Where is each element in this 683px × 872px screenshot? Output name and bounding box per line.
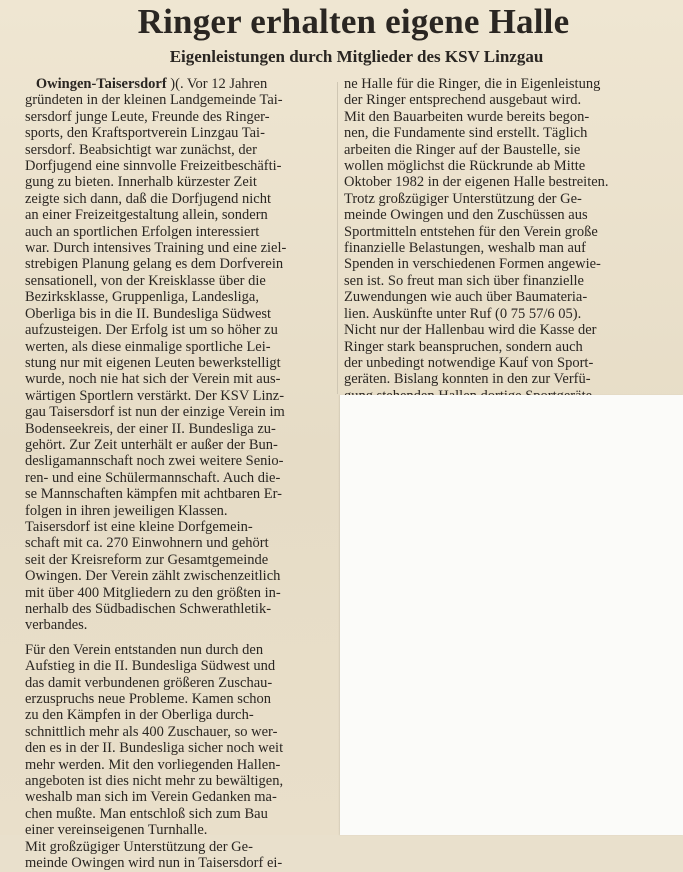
article-line: Mit den Bauarbeiten wurde bereits begon- <box>344 108 590 125</box>
article-line: nerhalb des Südbadischen Schwerathletik- <box>25 601 272 617</box>
article-line: wurde, noch nie hat sich der Verein mit aus- <box>25 371 281 388</box>
article-line: Für den Verein entstanden nun durch den <box>25 641 264 658</box>
article-line: arbeiten die Ringer auf der Baustelle, sie <box>344 141 581 158</box>
article-line: lien. Auskünfte unter Ruf (0 75 57/6 05). <box>344 305 582 322</box>
article-line: meinde Owingen wird nun in Taisersdorf ei- <box>25 855 283 872</box>
article-line: chen mußte. Man entschloß sich zum Bau <box>25 805 268 822</box>
article-line: folgen in ihren jeweiligen Klassen. <box>25 502 228 519</box>
article-line: der unbedingt notwendige Kauf von Sport- <box>344 354 594 371</box>
article-line: se Mannschaften kämpfen mit achtbaren Er- <box>25 486 282 503</box>
article-line: nen, die Fundamente sind erstellt. Täglich <box>344 125 588 142</box>
article-line: Bezirksklasse, Gruppenliga, Landesliga, <box>25 289 259 306</box>
article-line: sen ist. So freut man sich über finanzielle <box>344 272 584 289</box>
article-line: ren- und eine Schülermannschaft. Auch die- <box>25 469 281 486</box>
article-line: Nicht nur der Hallenbau wird die Kasse der <box>344 322 597 339</box>
article-line: Mit großzügiger Unterstützung der Ge- <box>25 838 253 855</box>
article-line: einer vereinseigenen Turnhalle. <box>25 822 208 839</box>
dateline: Owingen-Taisersdorf <box>35 76 167 92</box>
article-line: wollen möglichst die Rückrunde ab Mitte <box>344 158 586 175</box>
article-line: mehr werden. Mit den vorliegenden Hallen- <box>25 756 281 773</box>
article-line: finanzielle Belastungen, weshalb man auf <box>344 240 586 257</box>
article-line: war. Durch intensives Training und eine ziel- <box>25 240 287 257</box>
article-line: gau Taisersdorf ist nun der einzige Verein im <box>25 404 285 421</box>
article-line: Owingen. Der Verein zählt zwischenzeitlich <box>25 568 281 585</box>
headline: Ringer erhalten eigene Halle <box>137 2 570 41</box>
article-line: auch an sportlichen Erfolgen interessiert <box>25 223 260 240</box>
article-line: werten, als diese einmalige sportliche Lei- <box>25 338 271 355</box>
article-line: geräten. Bislang konnten in den zur Verfü- <box>344 371 591 388</box>
article-line: Bodenseekreis, der einer II. Bundesliga zu- <box>25 420 276 437</box>
article-line: Dorfjugend eine sinnvolle Freizeitbeschäfti- <box>25 158 282 175</box>
article-line: gründeten in der kleinen Landgemeinde Tai- <box>25 92 283 109</box>
article-line: ne Halle für die Ringer, die in Eigenleistung <box>344 76 601 92</box>
article-line: Oktober 1982 in der eigenen Halle bestreiten. <box>344 174 609 191</box>
article-line: Spenden in verschiedenen Formen angewie- <box>344 256 601 273</box>
article-column-right <box>344 76 677 404</box>
article-line: Zuwendungen wie auch über Baumateria- <box>344 289 588 306</box>
article-line: meinde Owingen und den Zuschüssen aus <box>344 207 588 224</box>
article-line: seit der Kreisreform zur Gesamtgemeinde <box>25 551 269 568</box>
article-line: sensationell, von der Kreisklasse über die <box>25 272 266 289</box>
article-line: sersdorf. Beabsichtigt war zunächst, der <box>25 141 257 158</box>
article-line: das damit verbundenen größeren Zuschau- <box>25 674 273 691</box>
subheadline: Eigenleistungen durch Mitglieder des KSV Linzgau <box>169 47 544 66</box>
article-line: angeboten ist dies nicht mehr zu bewältigen, <box>25 773 284 790</box>
article-line: Taisersdorf ist eine kleine Dorfgemein- <box>25 518 253 535</box>
article-line: verbandes. <box>25 617 88 634</box>
blank-paper-patch <box>340 395 683 835</box>
article-line: strebigen Planung gelang es dem Dorfverein <box>25 256 284 273</box>
article-line: Ringer stark beanspruchen, sondern auch <box>344 338 583 355</box>
article-column-left <box>25 76 337 872</box>
article-line: schnittlich mehr als 400 Zuschauer, so wer- <box>25 723 278 740</box>
article-line: den es in der II. Bundesliga sicher noch weit <box>25 740 284 757</box>
article-line: gehört. Zur Zeit unterhält er außer der Bun- <box>25 436 278 453</box>
article-line: wärtigen Sportlern verstärkt. Der KSV Linz- <box>25 387 285 404</box>
article-line: schaft mit ca. 270 Einwohnern und gehört <box>25 535 269 552</box>
article-line: der Ringer entsprechend ausgebaut wird. <box>344 92 582 109</box>
article-line: weshalb man sich im Verein Gedanken ma- <box>25 789 277 806</box>
article-line: mit über 400 Mitgliedern zu den größten in- <box>25 584 281 601</box>
article-line: zeigte sich dann, daß die Dorfjugend nicht <box>25 190 272 207</box>
article-line: zu den Kämpfen in der Oberliga durch- <box>25 707 254 724</box>
article-line: aufzusteigen. Der Erfolg ist um so höher zu <box>25 322 278 339</box>
article-line: sersdorf junge Leute, Freunde des Ringer- <box>25 108 270 125</box>
article-line: sports, den Kraftsportverein Linzgau Tai- <box>25 125 265 142</box>
article-line: Trotz großzügiger Unterstützung der Ge- <box>344 190 582 207</box>
article-line: Aufstieg in die II. Bundesliga Südwest und <box>25 658 276 675</box>
article-line: erzuspruchs neue Probleme. Kamen schon <box>25 691 272 708</box>
article-line: Owingen-Taisersdorf )(. Vor 12 Jahren <box>35 76 268 92</box>
article-line: Oberliga bis in die II. Bundesliga Südwest <box>25 305 272 322</box>
article-line: stung nur mit eigenen Leuten bewerkstelligt <box>25 354 281 371</box>
column-divider <box>337 82 338 394</box>
article-line: an einer Freizeitgestaltung allein, sondern <box>25 207 268 224</box>
article-line: gung zu bieten. Innerhalb kürzester Zeit <box>25 174 257 191</box>
paragraph-gap <box>25 634 337 642</box>
article-line: Sportmitteln entstehen für den Verein große <box>344 223 598 240</box>
article-line: desligamannschaft noch zwei weitere Senio- <box>25 453 284 470</box>
